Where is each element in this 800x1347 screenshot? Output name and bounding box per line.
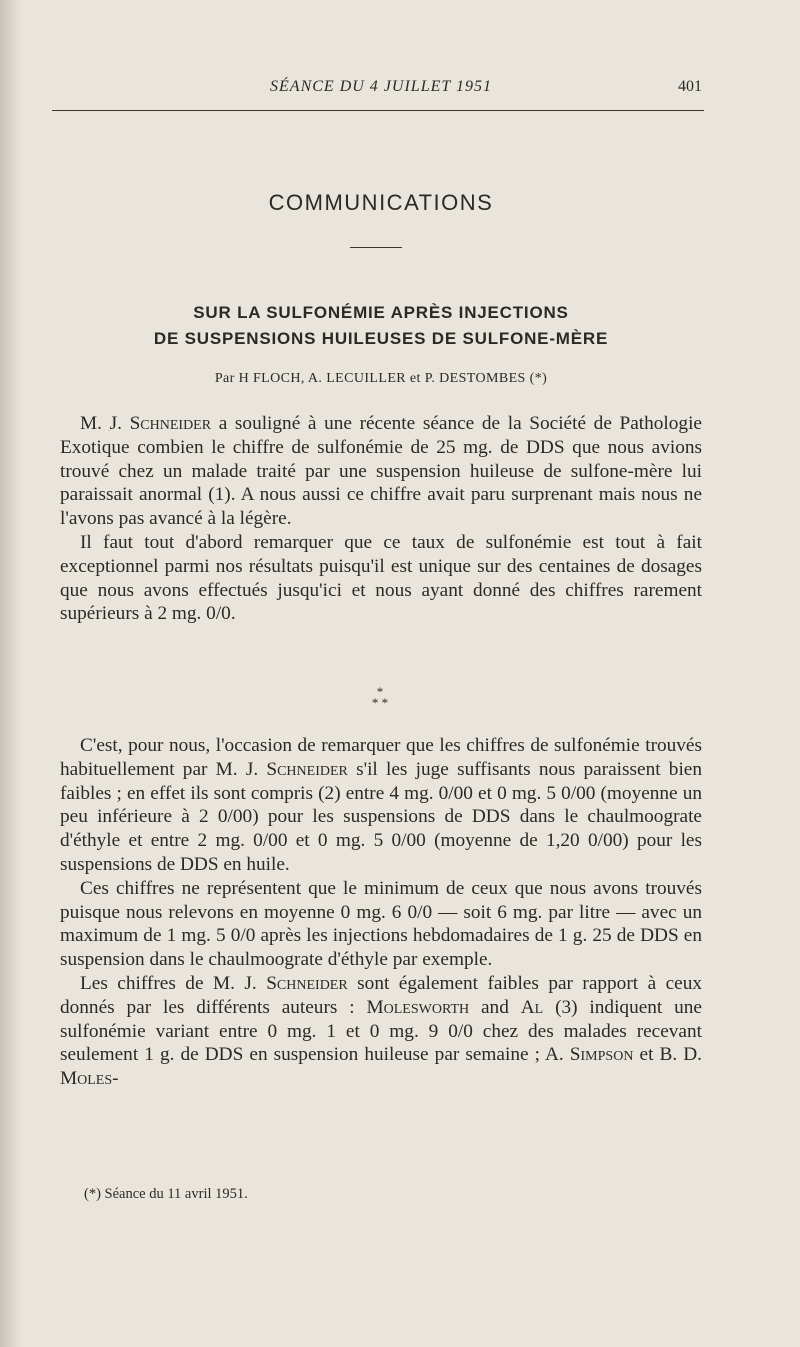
- paragraph-5: [60, 972, 702, 1091]
- paragraph-1-text-b: a souligné à une récente séance de la Société de Pathologie Exotique combien le chiffre de sulfonémie de 25 mg. de DDS que nous avions trouvé chez un malade traité par une suspension huileuse de sulfone-mère lui paraissait anormal (1). A nous aussi ce chiffre avait paru surprenant mais nous ne l'avons pas avancé à la légère.: [60, 413, 702, 530]
- section-divider: [350, 247, 402, 248]
- article-authors: Par H FLOCH, A. LECUILLER et P. DESTOMBES (*): [214, 371, 548, 386]
- running-head: [60, 78, 702, 104]
- running-head-title: SÉANCE DU 4 JUILLET 1951: [270, 78, 492, 95]
- author-name-molesworth: Molesworth: [366, 996, 470, 1018]
- paragraph-5-text-c: and: [469, 996, 521, 1018]
- author-name-schneider: Schneider: [266, 758, 348, 780]
- author-name-schneider: Schneider: [266, 972, 348, 994]
- page-number: 401: [678, 78, 702, 95]
- article-title: [60, 300, 702, 352]
- paragraph-1-text-a: M. J.: [80, 413, 130, 434]
- author-name-simpson: Simpson: [569, 1044, 634, 1066]
- paragraph-2: Il faut tout d'abord remarquer que ce taux de sulfonémie est tout à fait exceptionnel parmi nos résultats puisqu'il est unique sur des centaines de dosages que nous avons effectués jusqu'ici et nous ayant donné des chiffres rarement supérieurs à 2 mg. 0/0.: [60, 531, 702, 625]
- page-edge-shadow: [0, 0, 22, 1347]
- paragraph-3: [60, 734, 702, 877]
- header-rule: [52, 110, 704, 111]
- paragraph-5-text-d: (3) indiquent une sulfonémie variant entre 0 mg. 1 et 0 mg. 9 0/0 chez des malades recevant seulement 1 g. de DDS en suspension huileuse par semaine ; A.: [60, 996, 702, 1066]
- body-block-2: [60, 734, 702, 1091]
- paragraph-3-text-b: s'il les juge suffisants nous paraissent bien faibles ; en effet ils sont compris (2) entre 4 mg. 0/00 et 0 mg. 5 0/00 (moyenne un peu inférieure à 2 0/00) pour les suspensions de DDS dans le chaulmoograte d'éthyle et entre 2 mg. 0/00 et 0 mg. 5 0/00 (moyenne de 1,20 0/00) pour les suspensions de DDS en huile.: [60, 758, 703, 875]
- footnote: (*) Séance du 11 avril 1951.: [84, 1186, 248, 1202]
- paragraph-5-text-b: sont également faibles par rapport à ceux donnés par les différents auteurs :: [60, 972, 702, 1018]
- paragraph-5-text-e: et B. D.: [633, 1044, 702, 1066]
- article-title-line-2: DE SUSPENSIONS HUILEUSES DE SULFONE-MÈRE: [153, 329, 609, 348]
- article-title-line-1: SUR LA SULFONÉMIE APRÈS INJECTIONS: [193, 303, 569, 322]
- author-name-molesworth-partial: Moles-: [60, 1068, 119, 1090]
- paragraph-4: Ces chiffres ne représentent que le minimum de ceux que nous avons trouvés puisque nous relevons en moyenne 0 mg. 6 0/0 — soit 6 mg. par litre — avec un maximum de 1 mg. 5 0/0 après les injections hebdomadaires de 1 g. 25 de DDS en suspension dans le chaulmoograte d'éthyle par exemple.: [60, 877, 702, 971]
- author-name-schneider: Schneider: [129, 413, 212, 434]
- asterism-divider: [360, 686, 400, 708]
- asterism-top: *: [376, 684, 384, 699]
- paragraph-3-text-a: C'est, pour nous, l'occasion de remarquer que les chiffres de sulfonémie trouvés habituellement par M. J.: [60, 735, 702, 780]
- section-title: COMMUNICATIONS: [268, 190, 494, 215]
- paragraph-5-text-a: Les chiffres de M. J.: [80, 972, 267, 994]
- body-block-1: [60, 412, 702, 626]
- author-name-al: Al: [520, 996, 544, 1018]
- paragraph-1: [60, 412, 702, 531]
- asterism-bottom: * *: [371, 695, 389, 710]
